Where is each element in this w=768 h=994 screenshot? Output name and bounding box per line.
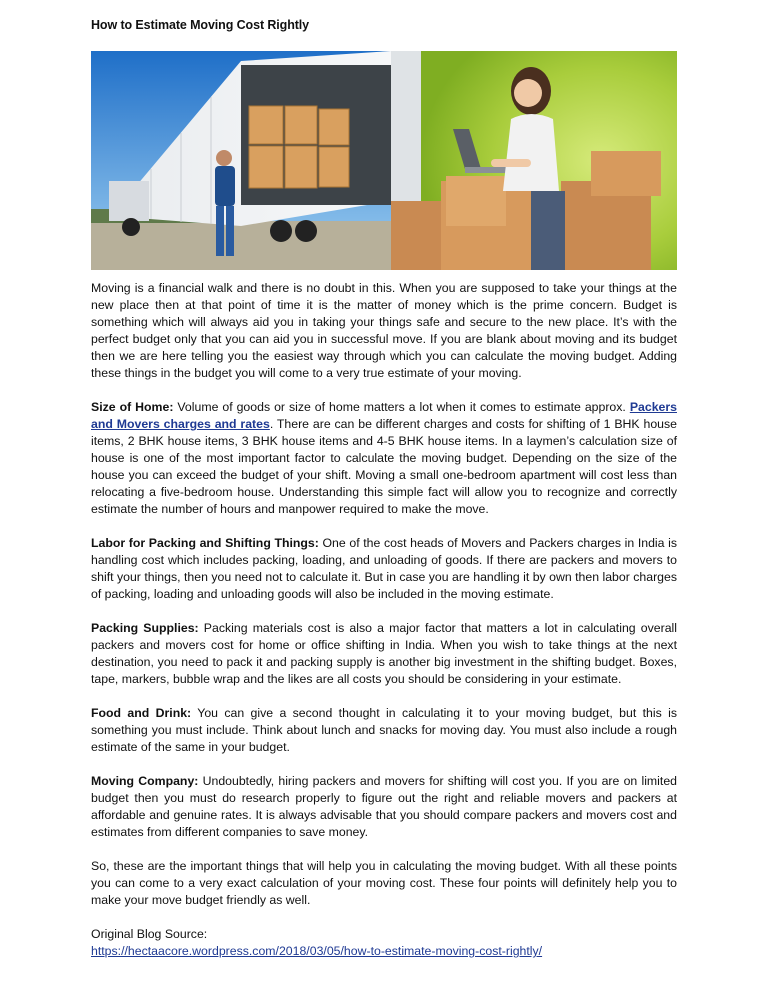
section-moving-company (91, 773, 677, 841)
source-url-link[interactable]: https://hectaacore.wordpress.com/2018/03/05/how-to-estimate-moving-cost-rightly/ (91, 944, 543, 958)
section-heading: Food and Drink: (91, 706, 192, 720)
source-label: Original Blog Source: (91, 927, 208, 941)
section-heading: Labor for Packing and Shifting Things: (91, 536, 319, 550)
section-heading: Packing Supplies: (91, 621, 199, 635)
intro-paragraph: Moving is a financial walk and there is no doubt in this. When you are supposed to take your things at the new place then at that point of time it is the matter of money which is the prime concern. Budget is something which will always aid you in taking your things safe and secure to the new place. It’s with the perfect budget only that you can aid you in successful move. If you are blank about moving and its budget then we are here telling you the easiest way through which you can calculate the moving budget. Adding these things in the budget you will come to a very true estimate of your moving. (91, 281, 677, 380)
page-title: How to Estimate Moving Cost Rightly (91, 18, 310, 32)
cargo-boxes (249, 106, 349, 188)
section-labor (91, 535, 677, 603)
hero-image (91, 51, 677, 270)
section-text: Undoubtedly, hiring packers and movers for shifting will cost you. If you are on limited budget then you must do research properly to figure out the right and reliable movers and packers at affordable and genuine rates. It is always advisable that you should compare packers and movers cost and estimates from different companies to save money. (91, 774, 677, 839)
packers-movers-charges-link[interactable]: Packers and Movers charges and rates (91, 400, 677, 431)
section-size-of-home (91, 399, 677, 518)
section-text: You can give a second thought in calculating it to your moving budget, but this is something you must include. Think about lunch and snacks for moving day. You must also include a rough estimate of the same in your budget. (91, 706, 677, 754)
conclusion-paragraph: So, these are the important things that will help you in calculating the moving budget. With all these points you can come to a very exact calculation of your moving cost. These four points will definitely help you to make your move budget friendly as well. (91, 859, 677, 907)
section-text: One of the cost heads of Movers and Packers charges in India is handling cost which includes packing, loading, and unloading of goods. If there are packers and movers to shift your things, then you need not to calculate it. But in case you are handling it by own then labor charges of packing, loading and unloading goods will also be included in the moving estimate. (91, 536, 678, 601)
article-body (91, 280, 677, 960)
section-packing-supplies (91, 620, 677, 688)
section-text: Packing materials cost is also a major factor that matters a lot in calculating overall packers and movers cost for home or office shifting in India. When you wish to take things at the next destination, you need to pack it and packing supply is another big investment in the shifting budget. Boxes, tape, markers, bubble wrap and the likes are all costs you should be considering in your estimate. (91, 621, 677, 686)
section-text: . There are can be different charges and costs for shifting of 1 BHK house items, 2 BHK house items, 3 BHK house items and 4-5 BHK house items. In a laymen’s calculation size of house is one of the most important factor to calculate the moving budget. Depending on the size of the house you can exceed the budget of your shift. Moving a small one-bedroom apartment will cost less than relocating a five-bedroom house. Understanding this simple fact will allow you to recognize and correctly estimate the number of hours and manpower required to make the move. (91, 417, 677, 516)
section-text: Volume of goods or size of home matters a lot when it comes to estimate approx. (173, 400, 630, 414)
source-block (91, 926, 677, 960)
section-heading: Moving Company: (91, 774, 199, 788)
section-food-and-drink (91, 705, 677, 756)
section-heading: Size of Home: (91, 400, 174, 414)
